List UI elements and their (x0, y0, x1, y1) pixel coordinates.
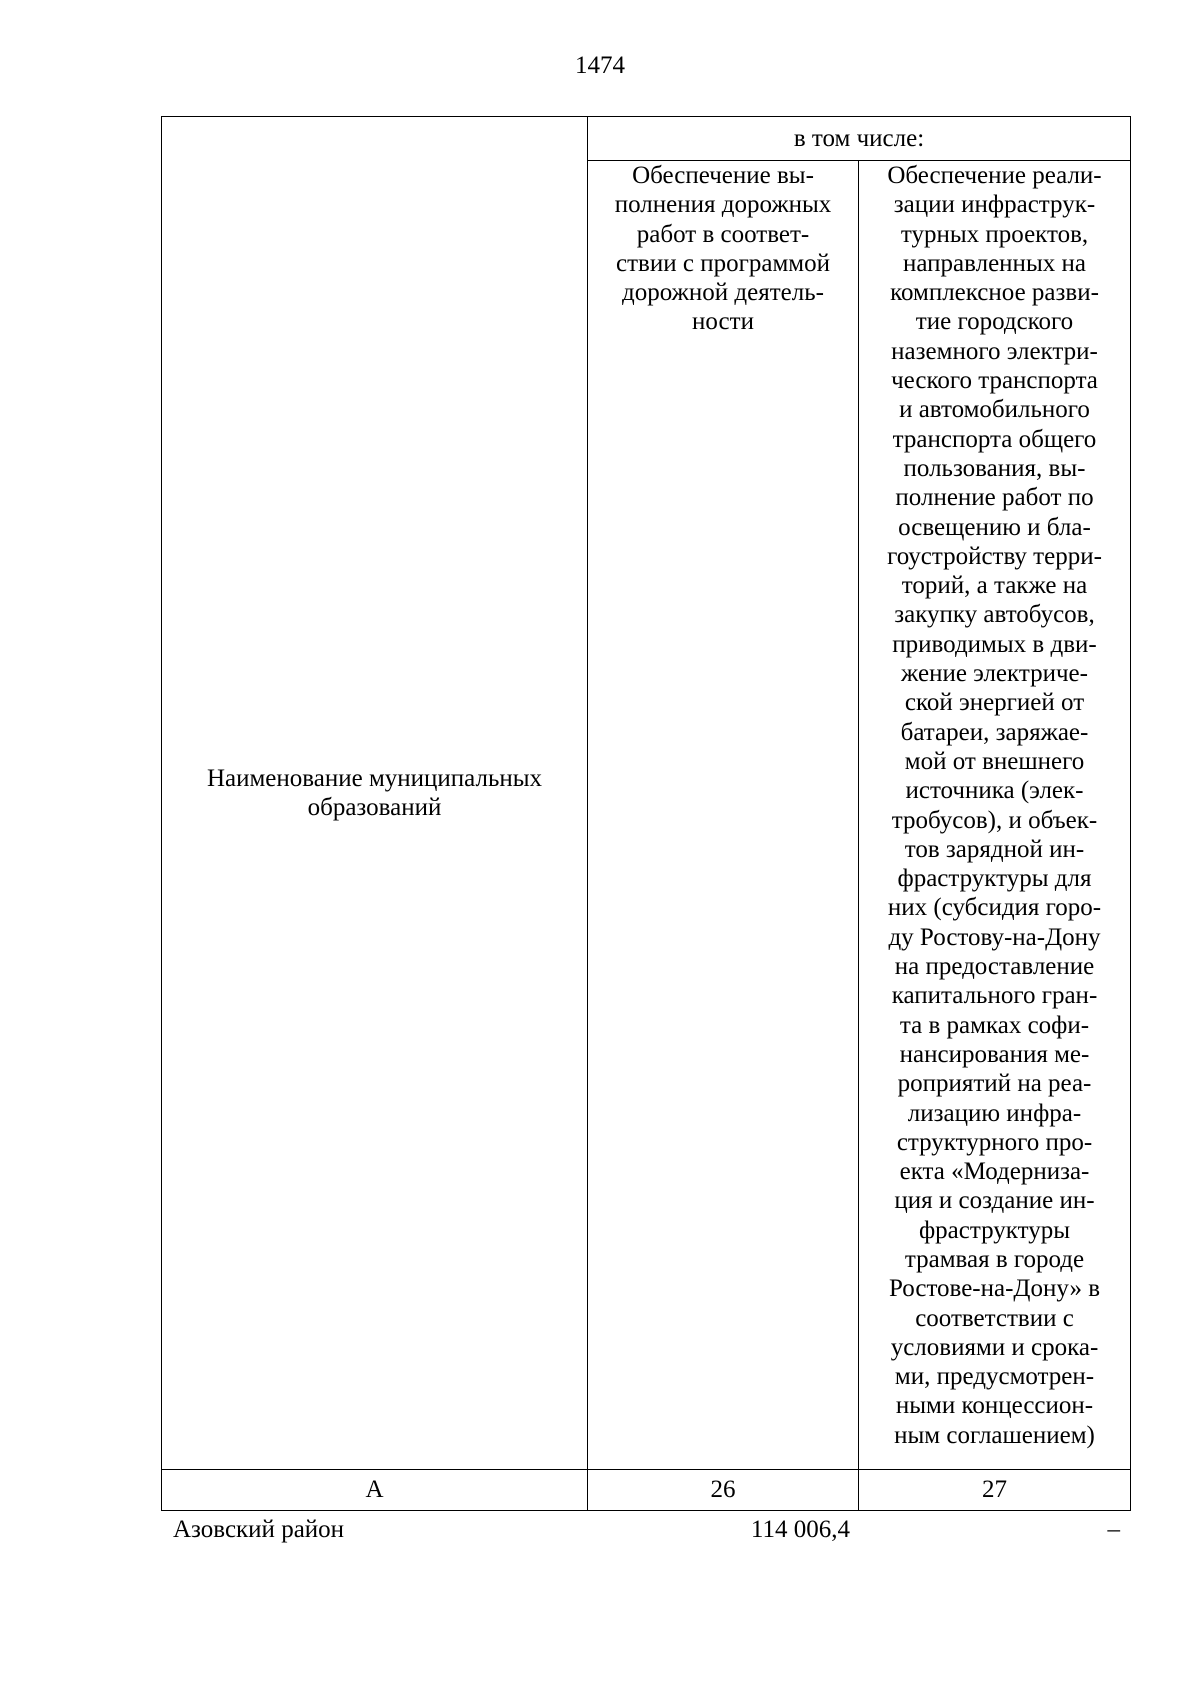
header-text-line: ция и создание ин- (894, 1187, 1095, 1215)
header-text-line: комплексное разви- (890, 279, 1099, 307)
header-text-line: тов зарядной ин- (904, 835, 1085, 863)
header-text-line: условиями и срока- (890, 1333, 1099, 1361)
column-number-row (162, 1470, 1131, 1511)
header-row-group (162, 117, 1131, 161)
header-text-line: роприятий на реа- (897, 1070, 1092, 1098)
header-text-line: полнение работ по (895, 484, 1094, 512)
header-text-line: капитального гран- (891, 982, 1098, 1010)
header-text-line: работ в соответ- (636, 220, 810, 248)
header-text-line: лизацию инфра- (907, 1099, 1082, 1127)
header-text-line: соответствии с (915, 1304, 1074, 1332)
header-name-line: Наименование муниципальных (206, 764, 543, 792)
header-text-line: ми, предусмотрен- (894, 1363, 1095, 1391)
header-text-line: полнения дорожных (614, 191, 832, 219)
header-text-line: зации инфраструк- (893, 191, 1096, 219)
header-text-line: дорожной деятель- (622, 279, 824, 307)
column-number-a: А (162, 1470, 588, 1511)
header-text-line: ческого транспорта (891, 367, 1098, 395)
header-text-line: транспорта общего (892, 425, 1097, 453)
header-col26-cell (588, 161, 859, 1470)
header-group-cell: в том числе: (588, 117, 1131, 161)
header-name-cell (162, 117, 588, 1470)
header-text-line: ными концессион- (895, 1392, 1094, 1420)
column-number-27: 27 (859, 1470, 1131, 1511)
header-text-line: ности (692, 308, 754, 336)
header-text-line: них (субсидия горо- (887, 894, 1102, 922)
header-text-line: фраструктуры для (897, 865, 1092, 893)
header-text-line: ным соглашением) (894, 1421, 1095, 1449)
header-text-line: жение электриче- (901, 660, 1088, 688)
header-text-line: освещению и бла- (898, 513, 1091, 541)
header-text-line: турных проектов, (900, 220, 1089, 248)
header-text-line: та в рамках софи- (899, 1011, 1090, 1039)
column-number-26: 26 (588, 1470, 859, 1511)
row-municipality-name: Азовский район (173, 1516, 345, 1543)
header-name-line: образований (307, 794, 442, 821)
header-text-line: мой от внешнего (904, 747, 1085, 775)
header-text-line: структурного про- (896, 1128, 1093, 1156)
header-text-line: ду Ростову-на-Дону (888, 923, 1101, 951)
page-number: 1474 (575, 52, 625, 79)
header-text-line: приводимых в дви- (892, 630, 1097, 658)
header-text-line: нансирования ме- (899, 1040, 1090, 1068)
municipal-subsidy-table (161, 116, 1131, 1511)
header-text-line: ствии с программой (616, 249, 830, 277)
header-text-line: трамвая в городе (904, 1245, 1085, 1273)
header-text-line: Ростове-на-Дону» в (888, 1275, 1101, 1303)
header-text-line: тие городского (915, 308, 1074, 336)
header-text-line: источника (элек- (905, 777, 1084, 805)
header-text-line: ской энергией от (904, 689, 1085, 717)
header-text-line: тробусов), и объек- (891, 806, 1098, 834)
header-text-line: пользования, вы- (903, 454, 1086, 482)
row-col26-value: 114 006,4 (750, 1516, 850, 1543)
header-text-line: Обеспечение вы- (632, 162, 814, 189)
header-text-line: на предоставление (894, 953, 1095, 981)
header-text-line: направленных на (903, 249, 1086, 277)
header-col27-cell (859, 161, 1131, 1470)
header-text-line: наземного электри- (891, 337, 1098, 365)
header-text-line: Обеспечение реали- (887, 162, 1102, 189)
header-text-line: торий, а также на (901, 572, 1088, 600)
header-text-line: екта «Модерниза- (899, 1158, 1090, 1186)
header-text-line: гоустройству терри- (887, 542, 1102, 570)
header-text-line: закупку автобусов, (894, 601, 1095, 629)
header-text-line: фраструктуры (918, 1216, 1070, 1244)
header-text-line: батареи, заряжае- (900, 718, 1089, 746)
row-col27-value: – (1107, 1516, 1120, 1543)
header-text-line: и автомобильного (899, 396, 1090, 424)
table-row (0, 1516, 1200, 1550)
